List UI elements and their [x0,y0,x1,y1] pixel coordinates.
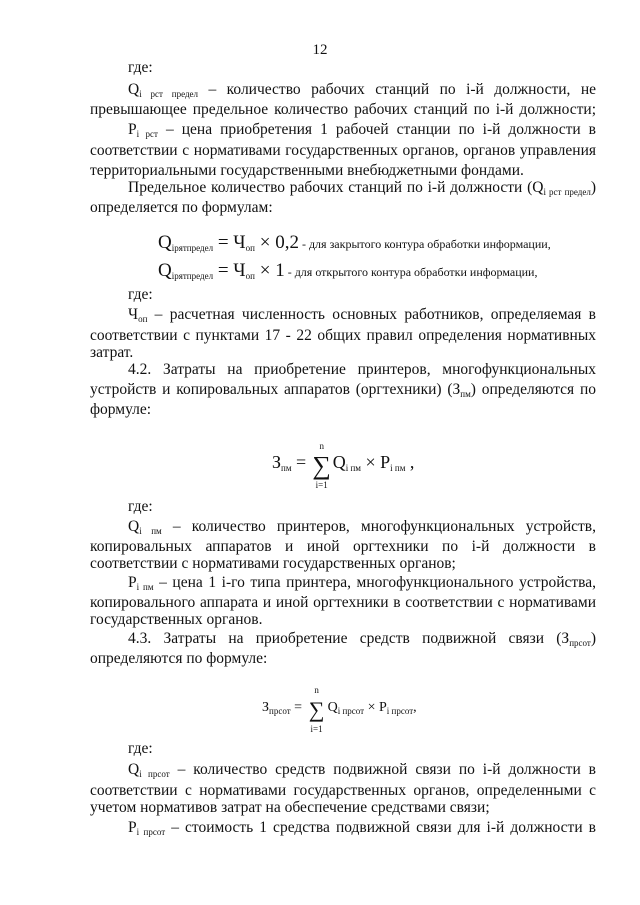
sum-symbol-2: n ∑ i=1 [308,685,325,734]
sum-symbol: n ∑ i=1 [312,441,331,490]
section-4-3-heading: 4.3. Затраты на приобретение средств подвижной связи $(З_{прсот})$ [128,630,596,648]
definition-q-prsot-line: $Q_{i прсот}$ – количество средств подвижной связи по i-й должности в [128,761,596,779]
definition-p-prsot-line: $P_{i прсот}$ – стоимость 1 средства подвижной связи для i-й должности в [128,819,596,837]
definition-p-rst-line: $P_{i рст}$ – цена приобретения 1 рабочей станции по i-й должности в [128,121,596,139]
formula-prsot: $З_{прсот}$ = n ∑ i=1 $Q_{i прсот} \times P_{i прсот}$, [262,685,417,734]
section-4-2-heading: 4.2. Затраты на приобретение принтеров, многофункциональных [128,361,596,378]
definition-ch-cont2: затрат. [90,344,134,361]
definition-p-pm-cont1: копировального аппарата и иной оргтехники в соответствии с нормативами [90,594,596,611]
limit-paragraph-line: Предельное количество рабочих станций по i-й должности $(Q_{i рст предел})$ [128,179,597,197]
definition-q-rst-cont: превышающее предельное количество рабочих станций по i-й должности; [90,101,596,118]
definition-p-pm-line: $P_{i пм}$ – цена 1 i-го типа принтера, многофункционального устройства, [128,574,597,592]
section-4-2-line2: устройств и копировальных аппаратов (оргтехники) $(З_{пм})$ определяются по [90,381,596,399]
where-label-3: где: [128,498,153,515]
definition-q-prsot-cont2: учетом нормативов затрат на обеспечение средствами связи; [90,799,490,816]
formula-open-contour: $Q_{iрятпредел} = Ч_{оп} \times 1$ - для открытого контура обработки информации, [158,260,538,281]
where-label-2: где: [128,286,153,303]
formula-pm: $З_{пм}$ = n ∑ i=1 $Q_{i пм} \times P_{i пм}$ , [272,441,415,490]
where-label-4: где: [128,740,153,757]
where-label: где: [128,59,153,76]
page-number: 12 [312,42,328,58]
definition-ch-line: $Ч_{оп}$ – расчетная численность основных работников, определяемая в [128,306,596,324]
definition-q-rst-line: $Q_{i рст предел}$ – количество рабочих станций по i-й должности, не [128,81,597,99]
definition-p-rst-cont1: соответствии с нормативами государственных органов, органов управления [90,142,596,159]
section-4-2-line3: формуле: [90,401,152,418]
limit-paragraph-cont: определяется по формулам: [90,199,273,216]
formula-closed-contour: $Q_{iрятпредел} = Ч_{оп} \times 0,2$ - для закрытого контура обработки информации, [158,232,551,253]
definition-q-pm-cont1: копировальных аппаратов и иной оргтехники по i-й должности в [90,538,596,555]
definition-q-prsot-cont1: соответствии с нормативами государственных органов, определенными с [90,782,596,799]
section-4-3-line2: определяются по формуле: [90,650,268,667]
definition-ch-cont1: соответствии с пунктами 17 - 22 общих правил определения нормативных [90,327,596,344]
definition-q-pm-line: $Q_{i пм}$ – количество принтеров, многофункциональных устройств, [128,518,597,536]
definition-p-pm-cont2: государственных органов. [90,611,263,628]
definition-q-pm-cont2: соответствии с нормативами государственных органов; [90,555,456,572]
definition-p-rst-cont2: территориальными государственными внебюджетными фондами. [90,162,524,179]
